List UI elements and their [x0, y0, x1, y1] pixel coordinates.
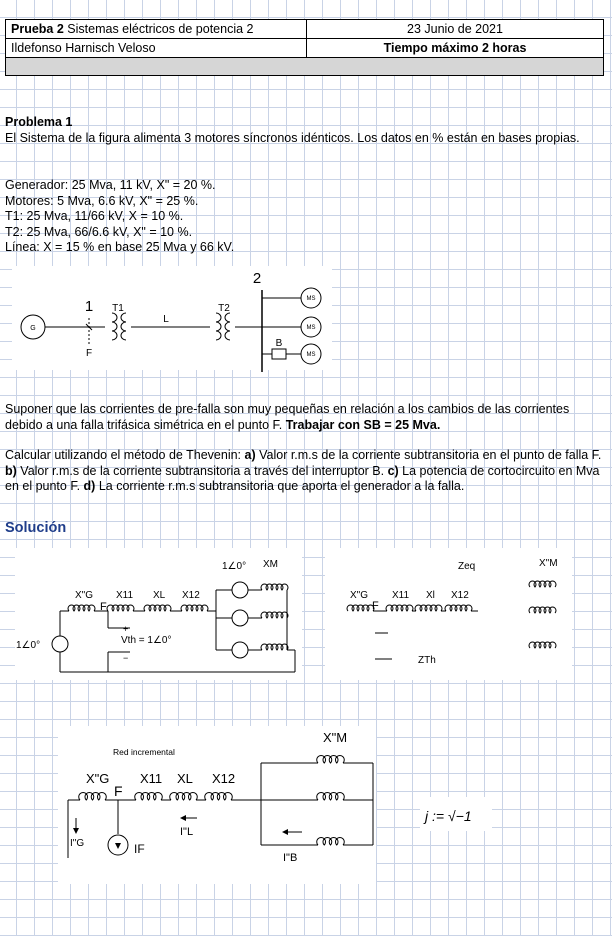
source-top-label: 1∠0°	[222, 561, 247, 572]
x11-label: X11	[392, 590, 410, 601]
x11-label: X11	[140, 771, 163, 786]
xg-label: X"G	[86, 771, 110, 786]
xm-label: X"M	[539, 558, 558, 569]
network-caption: Red incremental	[113, 747, 175, 757]
il-label: I"L	[180, 826, 194, 838]
assumption-text: Suponer que las corrientes de pre-falla son muy pequeñas en relación a los cambios de las corrientes debido a una falla trifásica simétrica en el punto F. Trabajar con SB = 25 Mva.	[5, 402, 570, 432]
x12-label: X12	[212, 771, 236, 786]
plus-sign: +	[123, 624, 129, 634]
line-label: L	[163, 314, 169, 325]
motor-label: MS	[306, 352, 316, 358]
fault-label: F	[85, 348, 93, 359]
questions-text: Calcular utilizando el método de Thevenin: a) Valor r.m.s de la corriente subtransitoria en el punto de falla F. b) Valor r.m.s de la corriente subtransitoria a través del interruptor B. c) La potencia de cortocircuito en Mva en el punto F. d) La corriente r.m.s subtransitoria que aporta el generador a la falla.	[5, 448, 602, 493]
xm-label: X"M	[323, 730, 348, 745]
breaker-label: B	[275, 338, 283, 349]
data-line: Motores: 5 Mva, 6.6 kV, X" = 25 %.	[5, 193, 199, 208]
exam-date: 23 Junio de 2021	[307, 20, 604, 39]
motor-label: MS	[306, 296, 316, 302]
xl-label: XL	[177, 771, 193, 786]
xl-label: XL	[153, 590, 166, 601]
minus-sign: −	[123, 653, 129, 663]
data-line: T1: 25 Mva, 11/66 kV, X = 10 %.	[5, 209, 184, 223]
time-limit: Tiempo máximo 2 horas	[307, 39, 604, 58]
x12-label: X12	[182, 590, 200, 601]
fault-label: F	[100, 601, 107, 613]
data-line: Generador: 25 Mva, 11 kV, X" = 20 %.	[5, 178, 216, 192]
xg-label: X"G	[350, 590, 368, 601]
t1-label: T1	[112, 303, 124, 314]
author-name: Ildefonso Harnisch Veloso	[6, 39, 307, 58]
problem-intro: El Sistema de la figura alimenta 3 motores síncronos idénticos. Los datos en % están en bases propias.	[5, 131, 580, 145]
ib-label: I"B	[283, 852, 298, 864]
solution-heading: Solución	[5, 520, 67, 536]
ig-label: I"G	[70, 838, 85, 849]
x12-label: X12	[451, 590, 469, 601]
x11-label: X11	[116, 590, 134, 601]
generator-label: G	[30, 325, 36, 332]
t2-label: T2	[218, 303, 230, 314]
problem-title: Problema 1	[5, 115, 73, 129]
zeq-label: Zeq	[458, 561, 476, 572]
imaginary-unit-formula: j := √−1	[425, 808, 472, 824]
data-line: T2: 25 Mva, 66/6.6 kV, X" = 10 %.	[5, 224, 193, 239]
vth-label: Vth = 1∠0°	[121, 635, 172, 646]
fault-label: F	[372, 600, 379, 612]
source-label: 1∠0°	[16, 640, 41, 651]
fault-label: F	[114, 783, 123, 799]
zth-label: ZTh	[418, 655, 436, 666]
motor-label: MS	[306, 325, 316, 331]
data-line: Línea: X = 15 % en base 25 Mva y 66 kV.	[5, 240, 235, 254]
if-label: IF	[134, 842, 145, 856]
xm-label: XM	[263, 559, 278, 570]
bus-1-label: 1	[84, 298, 94, 315]
xg-label: X"G	[75, 590, 93, 601]
xl-label: Xl	[426, 590, 435, 601]
exam-title: Prueba 2 Sistemas eléctricos de potencia 2	[6, 20, 307, 39]
bus-2-label: 2	[252, 270, 262, 287]
